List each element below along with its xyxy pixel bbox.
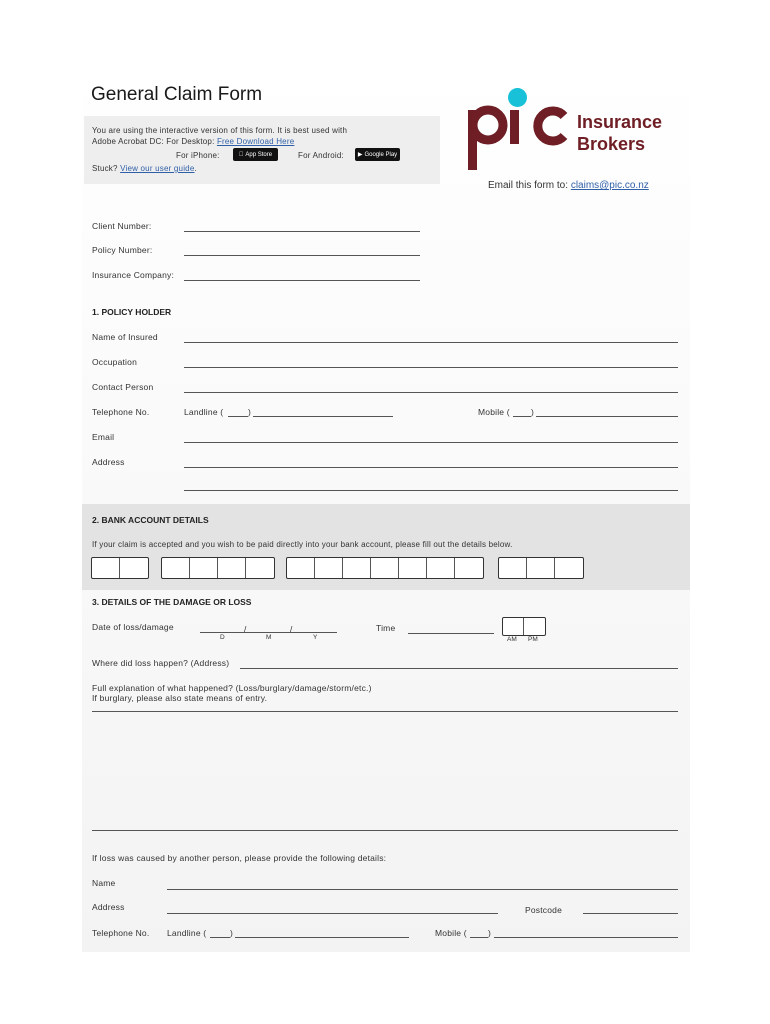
digit-box[interactable] [555, 558, 583, 578]
stuck-suffix: . [194, 164, 197, 173]
digit-box[interactable] [427, 558, 455, 578]
time-label: Time [376, 623, 396, 633]
digit-box[interactable] [190, 558, 218, 578]
app-store-button[interactable] [233, 148, 278, 161]
client-number-label: Client Number: [92, 221, 152, 231]
pic-logo-icon [466, 96, 570, 176]
pm-caption: PM [528, 636, 538, 643]
policy-number-field[interactable] [184, 255, 420, 256]
telephone-label: Telephone No. [92, 407, 150, 417]
user-guide-link[interactable]: View our user guide [120, 164, 195, 173]
digit-box[interactable] [218, 558, 246, 578]
section-bank-account: 2. BANK ACCOUNT DETAILS [92, 515, 209, 525]
other-person-intro: If loss was caused by another person, please provide the following details: [92, 853, 387, 863]
bank-description: If your claim is accepted and you wish to be paid directly into your bank account, please fill out the details below. [92, 540, 513, 549]
landline-label: Landline ( [184, 407, 224, 417]
info-line-1: You are using the interactive version of this form. It is best used with [92, 126, 348, 135]
occupation-field[interactable] [184, 367, 678, 368]
app-store-label: App Store [243, 151, 270, 158]
other-landline-label: Landline ( [167, 928, 207, 938]
digit-box[interactable] [343, 558, 371, 578]
play-icon: ▶ [357, 152, 363, 158]
digit-box[interactable] [162, 558, 190, 578]
explanation-bottom-rule [92, 830, 678, 831]
stuck-line [92, 164, 197, 173]
digit-box[interactable] [399, 558, 427, 578]
other-mobile-close: ) [488, 928, 492, 938]
other-mobile-number-field[interactable] [494, 937, 678, 938]
page-title: General Claim Form [91, 84, 263, 105]
contact-person-field[interactable] [184, 392, 678, 393]
account-number-boxes[interactable] [286, 557, 484, 579]
digit-box[interactable] [527, 558, 555, 578]
email-link[interactable]: claims@pic.co.nz [570, 180, 649, 191]
time-field[interactable] [408, 633, 494, 634]
am-pm-boxes[interactable] [502, 617, 546, 636]
digit-box[interactable] [499, 558, 527, 578]
explanation-top-rule [92, 711, 678, 712]
email-field[interactable] [184, 442, 678, 443]
other-mobile-area-field[interactable] [470, 937, 488, 938]
where-field[interactable] [240, 668, 678, 669]
digit-box[interactable] [287, 558, 315, 578]
date-of-loss-label: Date of loss/damage [92, 622, 174, 632]
address-field-line-1[interactable] [184, 467, 678, 468]
date-of-loss-field[interactable] [200, 632, 337, 633]
download-link[interactable]: Free Download Here [216, 137, 295, 146]
year-caption: Y [313, 634, 318, 641]
other-name-label: Name [92, 878, 116, 888]
other-landline-close: ) [230, 928, 234, 938]
other-name-field[interactable] [167, 889, 678, 890]
digit-box[interactable] [371, 558, 399, 578]
other-landline-area-field[interactable] [210, 937, 230, 938]
digit-box[interactable] [92, 558, 120, 578]
info-line-2 [92, 137, 294, 146]
other-address-field[interactable] [167, 913, 498, 914]
contact-person-label: Contact Person [92, 382, 154, 392]
month-caption: M [266, 634, 272, 641]
am-caption: AM [507, 636, 517, 643]
apple-icon [239, 152, 244, 158]
client-number-field[interactable] [184, 231, 420, 232]
google-play-button[interactable] [355, 148, 400, 161]
day-caption: D [220, 634, 225, 641]
postcode-label: Postcode [525, 905, 563, 915]
mobile-area-field[interactable] [513, 416, 531, 417]
section-policy-holder: 1. POLICY HOLDER [92, 307, 172, 317]
info-prefix: Adobe Acrobat DC: For Desktop: [92, 137, 215, 146]
date-sep-2: / [290, 624, 293, 634]
insurance-company-label: Insurance Company: [92, 270, 175, 280]
other-address-label: Address [92, 902, 125, 912]
mobile-number-field[interactable] [536, 416, 678, 417]
suffix-boxes[interactable] [498, 557, 584, 579]
address-label: Address [92, 457, 125, 467]
am-box[interactable] [503, 618, 524, 635]
brand-brokers: Brokers [577, 134, 646, 154]
insurance-company-field[interactable] [184, 280, 420, 281]
date-sep-1: / [244, 624, 247, 634]
branch-code-boxes[interactable] [161, 557, 275, 579]
name-of-insured-label: Name of Insured [92, 332, 158, 342]
brand-insurance: Insurance [577, 112, 663, 132]
digit-box[interactable] [455, 558, 483, 578]
occupation-label: Occupation [92, 357, 137, 367]
other-mobile-label: Mobile ( [435, 928, 467, 938]
address-field-line-2[interactable] [184, 490, 678, 491]
email-label: Email [92, 432, 115, 442]
name-of-insured-field[interactable] [184, 342, 678, 343]
pm-box[interactable] [524, 618, 545, 635]
email-line [488, 180, 649, 191]
landline-close: ) [248, 407, 252, 417]
digit-box[interactable] [120, 558, 148, 578]
digit-box[interactable] [246, 558, 274, 578]
bank-code-boxes[interactable] [91, 557, 149, 579]
digit-box[interactable] [315, 558, 343, 578]
other-landline-number-field[interactable] [235, 937, 409, 938]
iphone-label: For iPhone: [176, 151, 220, 160]
explain-line-2: If burglary, please also state means of entry. [92, 693, 268, 703]
postcode-field[interactable] [583, 913, 678, 914]
where-label: Where did loss happen? (Address) [92, 658, 230, 668]
explanation-textarea[interactable] [92, 713, 678, 830]
email-prefix: Email this form to: [488, 180, 569, 191]
android-label: For Android: [298, 151, 344, 160]
policy-number-label: Policy Number: [92, 245, 153, 255]
other-telephone-label: Telephone No. [92, 928, 150, 938]
explain-line-1: Full explanation of what happened? (Loss/burglary/damage/storm/etc.) [92, 683, 372, 693]
mobile-label: Mobile ( [478, 407, 510, 417]
landline-number-field[interactable] [253, 416, 393, 417]
section-damage-loss: 3. DETAILS OF THE DAMAGE OR LOSS [92, 597, 252, 607]
pic-logo [466, 96, 570, 176]
mobile-close: ) [531, 407, 535, 417]
landline-area-field[interactable] [228, 416, 248, 417]
google-play-label: Google Play [364, 151, 398, 158]
stuck-prefix: Stuck? [92, 164, 118, 173]
